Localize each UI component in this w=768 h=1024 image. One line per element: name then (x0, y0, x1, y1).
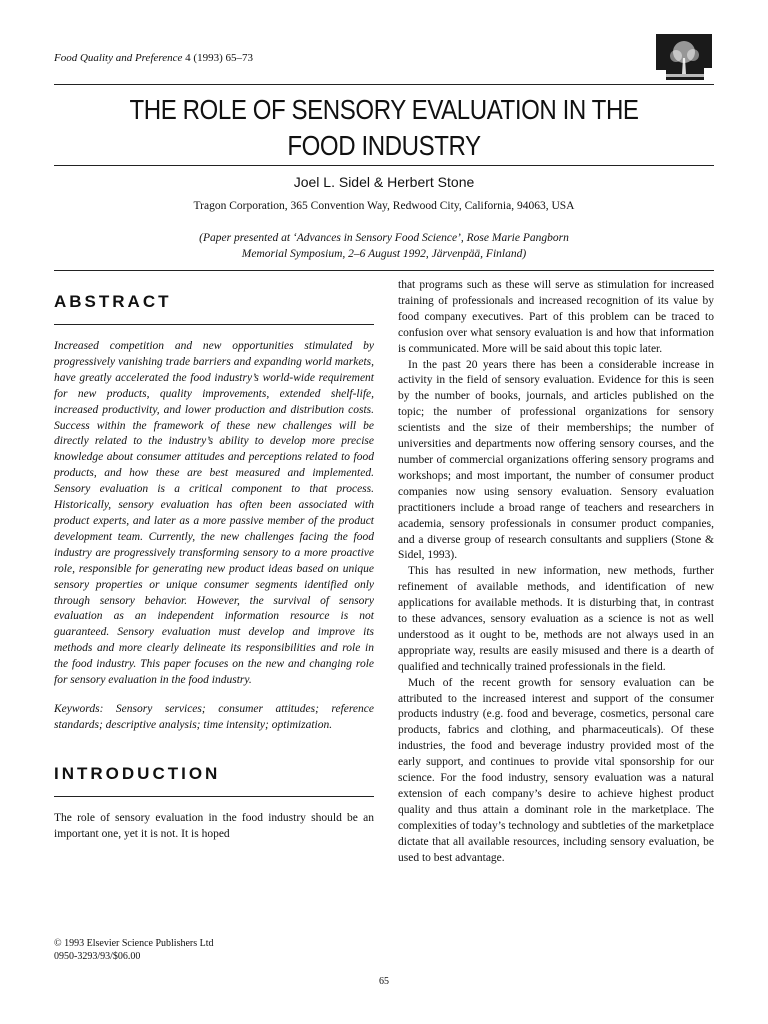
journal-name: Food Quality and Preference (54, 52, 183, 64)
publisher-logo-icon (656, 34, 712, 80)
body-paragraph: that programs such as these will serve as stimulation for increased training of professionals and increased recognition of its value by food company executives. Part of this problem can be traced to confusion over what sensory evaluation is and how that information is communicated. More will be said about this topic later. (398, 279, 714, 355)
keywords: Keywords: Sensory services; consumer attitudes; reference standards; descriptive analysis; time intensity; optimization. (54, 702, 374, 731)
abstract-rule (54, 324, 374, 325)
issn-line: 0950-3293/93/$06.00 (54, 951, 141, 962)
body-paragraph: Much of the recent growth for sensory evaluation can be attributed to the increased interest and support of the consumer products industry (e.g. food and beverage, cosmetics, personal care products, fabrics and clothing, and pharmaceuticals). Of these industries, the food and beverage industry provided most of the early support, and continues to provide vital sponsorship for our science. For the food industry, sensory evaluation was a natural extension of each company’s desire to achieve highest product quality and thus attain a dominant role in the marketplace. The complexities of today’s technology and subtleties of the marketplace dictate that all available resources, including sensory evaluation, be used to best advantage. (398, 676, 714, 864)
page-number: 65 (379, 976, 389, 987)
body-paragraph: This has resulted in new information, new methods, further refinement of available methods, and identification of new applications for available methods. It is disturbing that, in contrast to these advances, sensory evaluation as a science is not as well understood as it ought to be, methods are not always used in an appropriate way, results are easily misused and there is a dearth of qualified and technically trained professionals in the field. (398, 565, 714, 673)
title-line-2: FOOD INDUSTRY (287, 130, 481, 161)
authors: Joel L. Sidel & Herbert Stone (293, 174, 475, 190)
left-column (54, 292, 374, 843)
presentation-note-line-1: (Paper presented at ‘Advances in Sensory Food Science’, Rose Marie Pangborn (199, 232, 569, 244)
title-rule (54, 165, 714, 166)
introduction-heading: INTRODUCTION (54, 763, 221, 783)
introduction-section (54, 764, 374, 843)
paper-title (100, 92, 668, 164)
copyright-line: © 1993 Elsevier Science Publishers Ltd (54, 938, 214, 949)
journal-volume: 4 (1993) 65–73 (185, 52, 253, 64)
affiliation: Tragon Corporation, 365 Convention Way, Redwood City, California, 94063, USA (193, 200, 575, 212)
presentation-note (150, 230, 618, 262)
introduction-rule (54, 796, 374, 797)
abstract-heading: ABSTRACT (54, 292, 172, 311)
front-matter-rule (54, 270, 714, 271)
body-paragraph: In the past 20 years there has been a considerable increase in activity in the field of sensory evaluation. Evidence for this is seen by the number of books, journals, and articles published on the topic; the number of professional organizations for sensory scientists and the size of their memberships; the number of universities and departments now offering sensory courses, and the number of commercial organizations offering sensory programs and workshops; and most important, the number of consumer product companies now using sensory evaluation. Sensory evaluation practitioners include a broad range of teachers and researchers in academia, sensory professionals in consumer product companies, and a diverse group of research consultants and suppliers (Stone & Sidel, 1993). (398, 358, 714, 562)
right-column (398, 278, 714, 867)
abstract-text: Increased competition and new opportunities stimulated by progressively vanishing trade barriers and expanding world markets, have greatly accelerated the food industry’s world-wide requirement for new products, quality improvements, extended shelf-life, increased productivity, and lower production and distribution costs. Success within the framework of these new challenges will be directly related to the industry’s ability to develop more precise knowledge about consumer attitudes and perceptions related to food products, and how these are best measured and implemented. Sensory evaluation is a critical component to that process. Historically, sensory evaluation has often been associated with product experts, and later as a more passive member of the product development team. Currently, the new challenges facing the food industry are progressively transforming sensory to a more proactive role, responsible for generating new product ideas based on unique sensory properties or unique consumer segments identified only through sensory behavior. However, the survival of sensory evaluation as an independent information resource is not guaranteed. Sensory evaluation must develop and improve its methods and more clearly delineate its responsibilities and role in the food industry. This paper focuses on the new and changing role for sensory evaluation in the food industry. (54, 340, 374, 687)
copyright-footnote (54, 937, 374, 963)
presentation-note-line-2: Memorial Symposium, 2–6 August 1992, Järvenpää, Finland) (241, 248, 527, 260)
journal-citation (54, 52, 253, 64)
introduction-text: The role of sensory evaluation in the food industry should be an important one, yet it is not. It is hoped (54, 811, 374, 840)
title-line-1: THE ROLE OF SENSORY EVALUATION IN THE (129, 94, 639, 125)
header-rule (54, 84, 714, 85)
